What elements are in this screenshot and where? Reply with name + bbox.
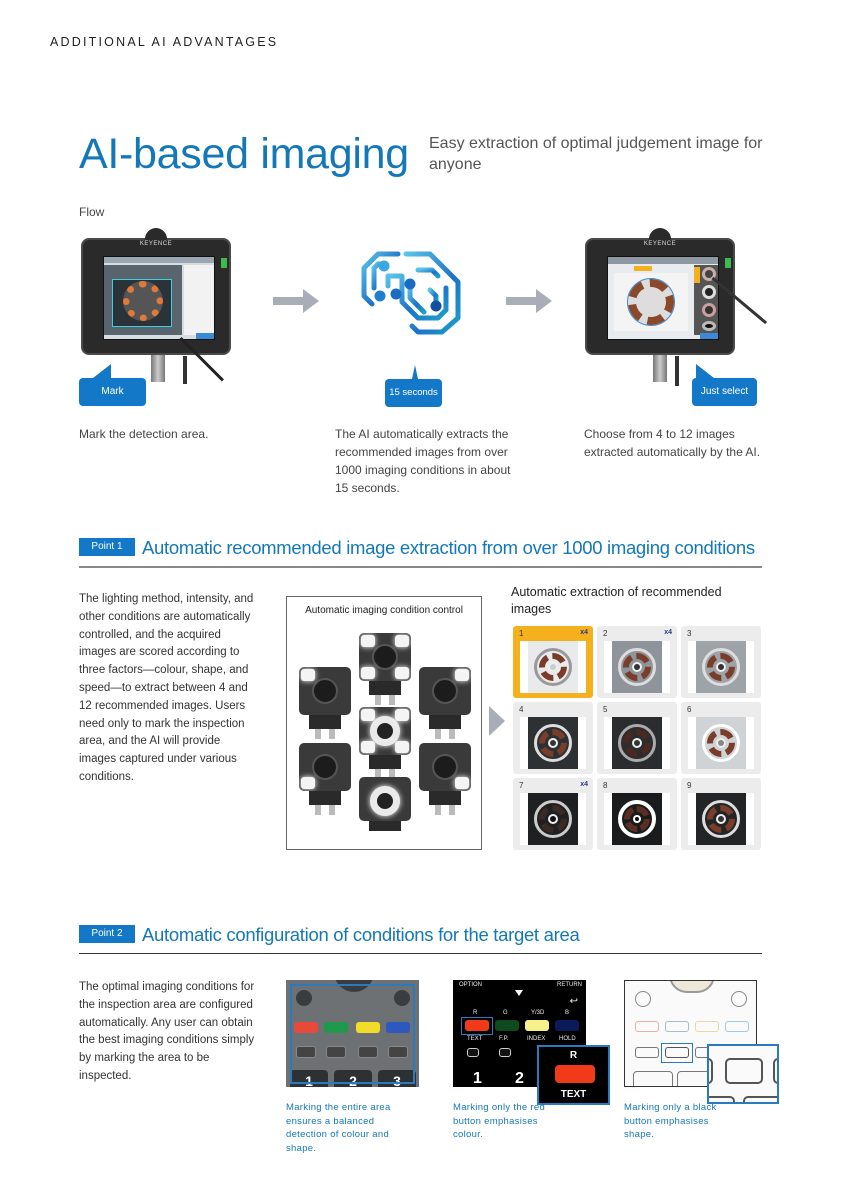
page-title: AI-based imaging bbox=[79, 130, 409, 178]
camera-unit bbox=[299, 743, 351, 791]
remote-photo-entire-area: 1 2 3 bbox=[286, 980, 419, 1087]
camera-unit bbox=[359, 633, 411, 681]
image-tile[interactable]: 5 bbox=[597, 702, 677, 774]
imaging-control-panel bbox=[286, 596, 482, 850]
image-tile[interactable]: 9 bbox=[681, 778, 761, 850]
camera-x4-icon: x4 bbox=[580, 781, 588, 788]
point1-badge: Point 1 bbox=[79, 538, 135, 556]
point1-description: The lighting method, intensity, and other conditions are automatically controlled, and the acquired images are scored according to three factors—colour, shape, and speed—to extract between 4 and 12 recommended images. Users need only to mark the inspection area, and the AI will provide images captured under various conditions. bbox=[79, 593, 254, 783]
right-arrow-icon bbox=[273, 289, 319, 313]
flow-step-select bbox=[583, 238, 763, 388]
device-stand bbox=[151, 352, 165, 382]
point2-badge: Point 2 bbox=[79, 925, 135, 943]
camera-x4-icon: x4 bbox=[580, 629, 588, 636]
remote-photo-red-button: OPTION RETURN ↩ R G Y/3D B TEXT F.P. INDEX HOLD 1 2 bbox=[453, 980, 586, 1087]
point2-description: The optimal imaging conditions for the inspection area are configured automatically. Any user can obtain the best imaging conditions simply by marking the area to be inspected. bbox=[79, 981, 255, 1082]
triangle-arrow-icon bbox=[489, 706, 505, 736]
point1-title: Automatic recommended image extraction from over 1000 imaging conditions bbox=[142, 537, 755, 558]
control-panel-title: Automatic imaging condition control bbox=[305, 605, 463, 616]
image-tile[interactable]: 1 x4 bbox=[513, 626, 593, 698]
camera-unit bbox=[359, 777, 411, 821]
brand-logo: KEYENCE bbox=[643, 241, 677, 247]
point2-title: Automatic configuration of conditions for the target area bbox=[142, 924, 580, 945]
image-tile[interactable]: 8 bbox=[597, 778, 677, 850]
selection-frame bbox=[290, 984, 415, 1084]
timer-callout: 15 seconds bbox=[385, 379, 442, 407]
status-led bbox=[725, 258, 731, 268]
zoom-inset-black-button bbox=[707, 1044, 779, 1104]
image-tile[interactable]: 6 bbox=[681, 702, 761, 774]
example-caption-shape: Marking only a black button emphasises shape. bbox=[624, 1102, 717, 1140]
mark-callout: Mark bbox=[79, 378, 146, 406]
image-tile[interactable]: 3 bbox=[681, 626, 761, 698]
step-caption-mark: Mark the detection area. bbox=[79, 427, 209, 441]
image-tile[interactable]: 2 x4 bbox=[597, 626, 677, 698]
section-kicker: ADDITIONAL AI ADVANTAGES bbox=[50, 35, 279, 49]
selection-frame bbox=[661, 1043, 693, 1063]
camera-unit bbox=[419, 667, 471, 715]
camera-unit bbox=[359, 707, 411, 755]
point2-header bbox=[79, 922, 762, 954]
controller-device bbox=[585, 238, 735, 355]
right-arrow-icon bbox=[506, 289, 552, 313]
return-icon: ↩ bbox=[569, 996, 578, 1007]
camera-x4-icon: x4 bbox=[664, 629, 672, 636]
camera-unit bbox=[419, 743, 471, 791]
device-screen bbox=[607, 256, 719, 340]
extraction-title: Automatic extraction of recommended images bbox=[511, 585, 722, 616]
point1-header bbox=[79, 536, 762, 568]
recommended-image-grid bbox=[513, 626, 761, 848]
page-subtitle: Easy extraction of optimal judgement image for anyone bbox=[429, 135, 763, 173]
selection-frame bbox=[461, 1017, 493, 1035]
example-caption-colour: Marking only the red button emphasises colour. bbox=[453, 1102, 546, 1140]
example-caption-entire: Marking the entire area ensures a balanced detection of colour and shape. bbox=[286, 1102, 391, 1154]
step-caption-extract: The AI automatically extracts the recommended images from over 1000 imaging conditions in about 15 seconds. bbox=[335, 427, 511, 495]
controller-device bbox=[81, 238, 231, 355]
image-tile[interactable]: 4 bbox=[513, 702, 593, 774]
status-led bbox=[221, 258, 227, 268]
step-caption-select: Choose from 4 to 12 images extracted automatically by the AI. bbox=[584, 427, 761, 459]
zoom-inset-red-button: R TEXT bbox=[537, 1045, 610, 1105]
image-tile[interactable]: 7 x4 bbox=[513, 778, 593, 850]
ai-brain-circuit-icon bbox=[358, 248, 466, 344]
select-callout: Just select bbox=[692, 378, 757, 406]
camera-unit bbox=[299, 667, 351, 715]
device-screen bbox=[103, 256, 215, 340]
brand-logo: KEYENCE bbox=[139, 241, 173, 247]
flow-label: Flow bbox=[79, 205, 105, 219]
